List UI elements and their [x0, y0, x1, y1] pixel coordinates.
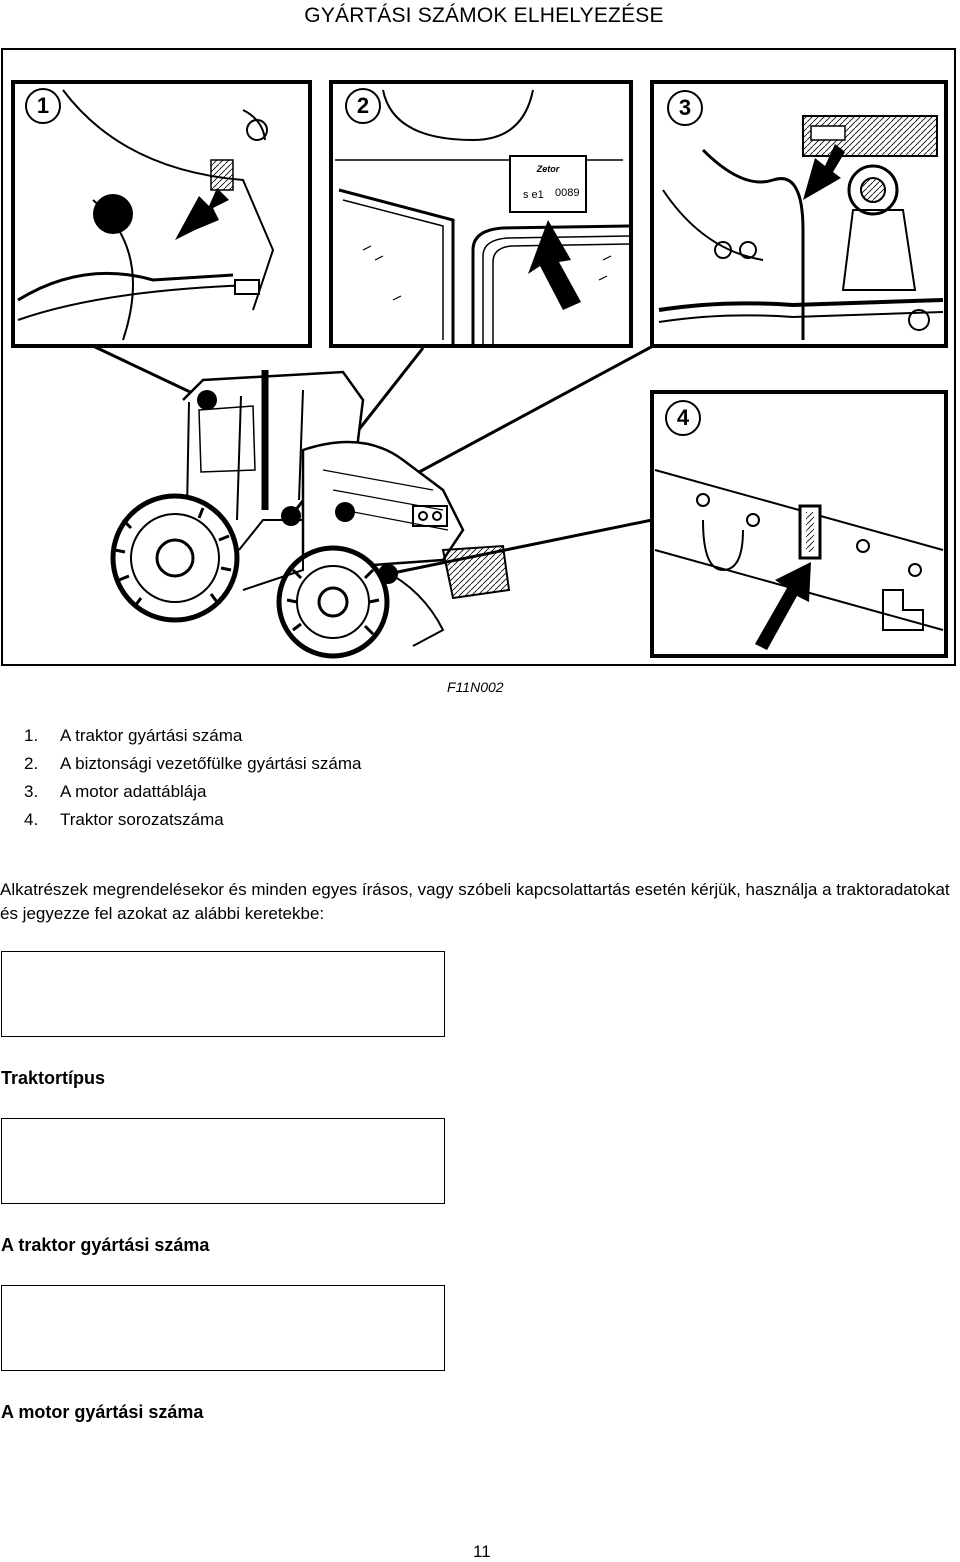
panel-2 [331, 82, 631, 346]
tractor-serial-field[interactable] [1, 1118, 445, 1204]
plate-line1: s e1 [523, 189, 544, 201]
legend-text: A traktor gyártási száma [60, 726, 243, 745]
plate-brand: Zetor [536, 164, 560, 174]
legend-item [24, 778, 361, 806]
tractor-serial-label: A traktor gyártási száma [1, 1235, 210, 1255]
plate-line2: 0089 [555, 187, 580, 199]
tractor-illustration [113, 370, 509, 656]
intro-paragraph: Alkatrészek megrendelésekor és minden egyes írásos, vagy szóbeli kapcsolattartás esetén kérjük, használja a traktoradatokat és jegyezze fel azokat az alábbi keretekbe: [0, 880, 950, 923]
legend-text: Traktor sorozatszáma [60, 810, 224, 829]
location-figure [1, 48, 956, 666]
panel-number-1: 1 [36, 93, 50, 118]
legend-number: 4. [24, 810, 39, 829]
panel-1 [13, 82, 310, 346]
legend-number: 3. [24, 782, 39, 801]
tractor-type-field[interactable] [1, 951, 445, 1037]
engine-serial-field[interactable] [1, 1285, 445, 1371]
legend-item [24, 722, 361, 750]
tractor-type-label: Traktortípus [1, 1068, 106, 1088]
legend-list [24, 722, 361, 834]
legend-number: 2. [24, 754, 39, 773]
figure-code: F11N002 [447, 679, 504, 695]
legend-text: A motor adattáblája [60, 782, 207, 801]
tractor-diagram [3, 50, 954, 664]
engine-serial-label: A motor gyártási száma [1, 1402, 204, 1422]
legend-text: A biztonsági vezetőfülke gyártási száma [60, 754, 362, 773]
page-title: GYÁRTÁSI SZÁMOK ELHELYEZÉSE [304, 4, 664, 27]
legend-item [24, 806, 361, 834]
page-number: 11 [473, 1542, 491, 1561]
legend-item [24, 750, 361, 778]
panel-3 [652, 82, 946, 346]
panel-number-3: 3 [678, 95, 692, 120]
panel-number-4: 4 [676, 405, 690, 430]
legend-number: 1. [24, 726, 39, 745]
panel-number-2: 2 [356, 93, 370, 118]
panel-4 [652, 392, 946, 656]
